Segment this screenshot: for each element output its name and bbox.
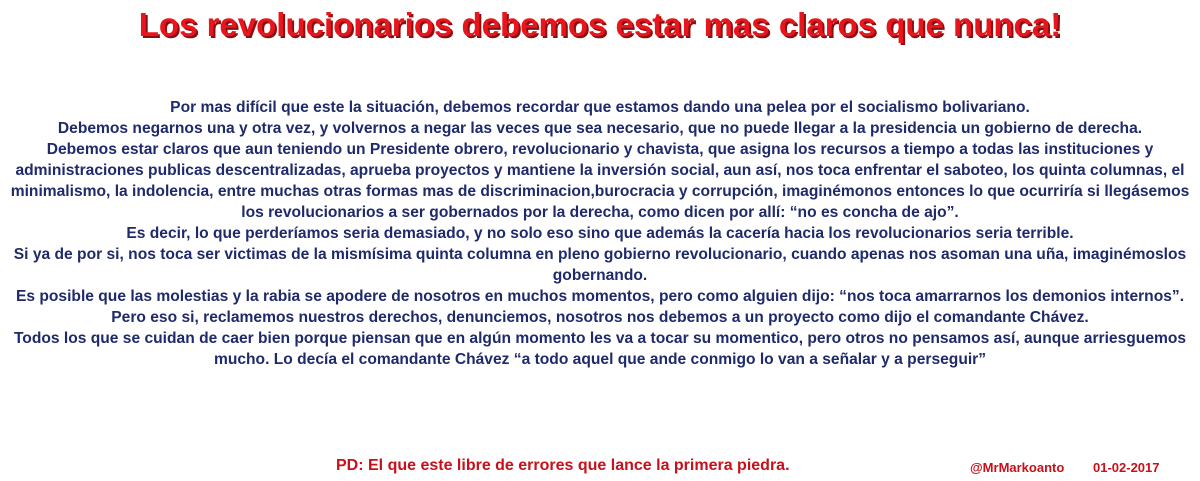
paragraph: Si ya de por si, nos toca ser victimas de la mismísima quinta columna en pleno gobierno revolucionario, cuando apenas nos asoman una uña, imaginémoslos gobernando.	[13, 246, 1187, 284]
paragraph: Debemos estar claros que aun teniendo un Presidente obrero, revolucionario y chavista, que asigna los recursos a tiempo a todas las instituciones y administraciones publicas descentralizadas, aprueba proyectos y mantiene la inversión social, aun así, nos toca enfrentar el saboteo, los quinta columnas, el minimalismo, la indolencia, entre muchas otras formas mas de discriminacion,burocracia y corrupción, imaginémonos entonces lo que ocurriría si llegásemos los revolucionarios a ser gobernados por la derecha, como dicen por allí: “no es concha de ajo”.	[10, 141, 1190, 221]
author-handle: @MrMarkoanto	[970, 460, 1065, 475]
paragraph: Es decir, lo que perderíamos seria demasiado, y no solo eso sino que además la cacería hacia los revolucionarios seria terrible.	[126, 225, 1074, 242]
date-stamp: 01-02-2017	[1093, 460, 1160, 475]
postscript: PD: El que este libre de errores que lance la primera piedra.	[336, 457, 790, 474]
paragraph: Por mas difícil que este la situación, debemos recordar que estamos dando una pelea por el socialismo bolivariano.	[170, 99, 1030, 116]
article-body	[4, 97, 1196, 370]
page-title: Los revolucionarios debemos estar mas claros que nunca!	[138, 6, 1062, 43]
paragraph: Todos los que se cuidan de caer bien porque piensan que en algún momento les va a tocar su momentico, pero otros no pensamos así, aunque arriesguemos mucho. Lo decía el comandante Chávez “a todo aquel que ande conmigo lo van a señalar y a perseguir”	[13, 330, 1187, 368]
paragraph: Es posible que las molestias y la rabia se apodere de nosotros en muchos momentos, pero como alguien dijo: “nos toca amarrarnos los demonios internos”.	[15, 288, 1185, 305]
paragraph: Debemos negarnos una y otra vez, y volvernos a negar las veces que sea necesario, que no puede llegar a la presidencia un gobierno de derecha.	[57, 120, 1143, 137]
paragraph: Pero eso si, reclamemos nuestros derechos, denunciemos, nosotros nos debemos a un proyecto como dijo el comandante Chávez.	[111, 309, 1089, 326]
